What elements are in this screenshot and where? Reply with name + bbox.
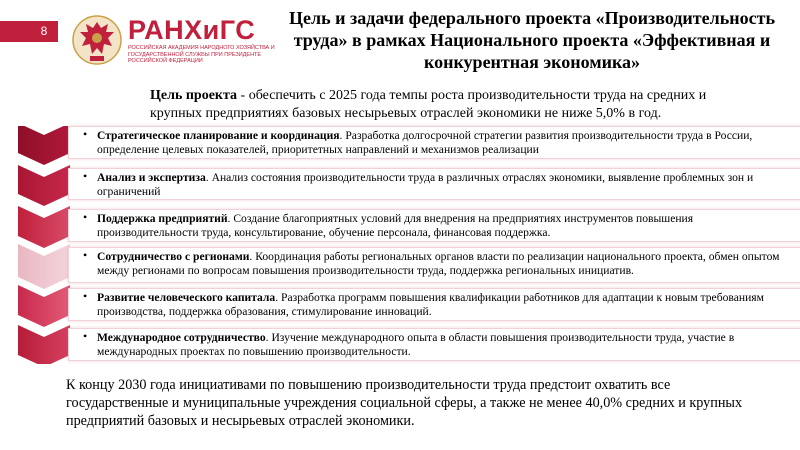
page-title: Цель и задачи федерального проекта «Производительность труда» в рамках Национального проекта «Эффективная и конкурентная экономика»	[289, 8, 775, 72]
tasks-list	[16, 126, 796, 364]
chevron-marker	[18, 206, 70, 248]
chevron-marker	[18, 126, 70, 165]
task-item	[68, 168, 800, 200]
task-text: . Анализ состояния производительности труда в различных отраслях экономики, выявление проблемных зон и ограничений	[97, 171, 754, 198]
logo-subtitle: РОССИЙСКАЯ АКАДЕМИЯ НАРОДНОГО ХОЗЯЙСТВА И ГОСУДАРСТВЕННОЙ СЛУЖБЫ ПРИ ПРЕЗИДЕНТЕ РОССИЙСКОЙ ФЕДЕРАЦИИ	[128, 45, 275, 65]
task-heading: Стратегическое планирование и координация	[97, 129, 340, 142]
task-item	[68, 209, 800, 242]
task-heading: Международное сотрудничество	[97, 331, 266, 344]
task-heading: Анализ и экспертиза	[97, 171, 206, 184]
page-number-badge	[0, 21, 58, 42]
chevron-column	[16, 126, 76, 364]
page-number: 8	[40, 24, 48, 38]
task-text: . Изучение международного опыта в области повышения производительности труда, участие в международных проектах по повышению производительности.	[97, 331, 735, 358]
footer-text: К концу 2030 года инициативами по повышению производительности труда предстоит охватить все государственные и муниципальные учреждения социальной сферы, а также не менее 40,0% средних и крупных предприятий базовых и несырьевых отраслей экономики.	[66, 377, 743, 429]
task-item	[68, 247, 800, 283]
double-headed-eagle-icon	[72, 14, 122, 66]
goal-text: - обеспечить с 2025 года темпы роста производительности труда на средних и крупных предприятиях базовых несырьевых отраслей экономики не ниже 5,0% в год.	[150, 88, 707, 121]
task-text: . Создание благоприятных условий для внедрения на предприятиях инструментов повышения производительности труда, консультирование, обучение персонала, финансовая поддержка.	[97, 212, 694, 239]
chevron-marker	[18, 285, 70, 327]
task-text: . Разработка долгосрочной стратегии развития производительности труда в России, определение целевых показателей, приоритетных направлений и механизмов реализации	[97, 129, 753, 156]
task-item	[68, 288, 800, 321]
logo-name: РАНХиГС	[128, 15, 256, 45]
chevron-marker	[18, 325, 70, 364]
task-heading: Развитие человеческого капитала	[97, 291, 276, 304]
goal-statement	[150, 87, 750, 123]
chevron-marker	[18, 165, 70, 206]
task-text: . Координация работы региональных органов власти по реализации национального проекта, обмен опытом между регионами по вопросам повышения производительности труда, поддержка региональных инициатив.	[97, 250, 780, 277]
task-text: . Разработка программ повышения квалификации работников для адаптации к новым требованиям производства, поддержка образования, стимулирование инноваций.	[97, 291, 764, 318]
task-heading: Поддержка предприятий	[97, 212, 228, 225]
goal-label: Цель проекта	[150, 88, 238, 103]
chevron-marker	[18, 244, 70, 289]
task-item	[68, 126, 800, 159]
task-item	[68, 328, 800, 361]
task-heading: Сотрудничество с регионами	[97, 250, 250, 263]
